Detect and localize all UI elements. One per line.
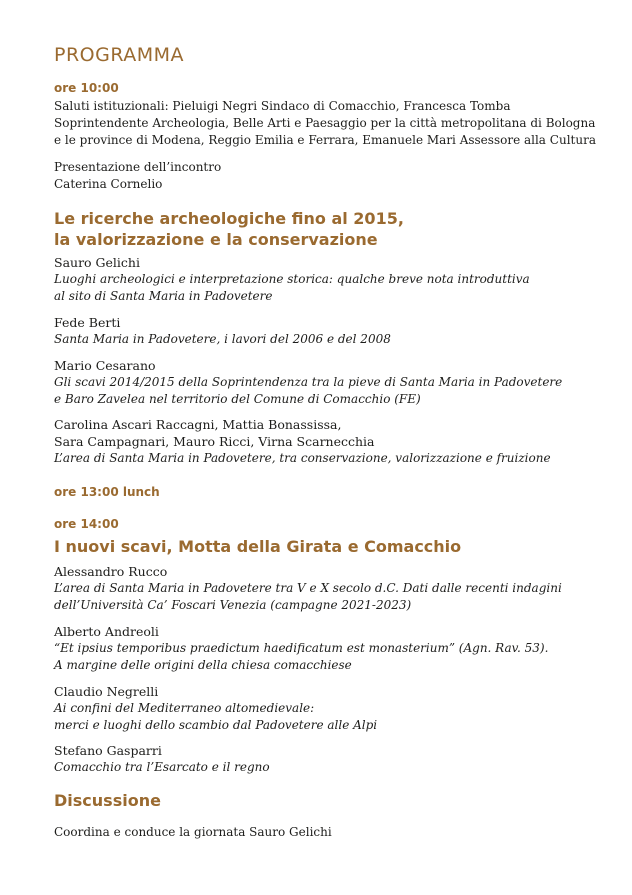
- greetings-line: Soprintendente Archeologia, Belle Arti e Paesaggio per la città metropolitana di Bologna: [54, 116, 596, 130]
- section-heading-line: Le ricerche archeologiche fino al 2015,: [54, 209, 404, 228]
- section-heading-line: la valorizzazione e la conservazione: [54, 230, 378, 249]
- talk-title: A margine delle origini della chiesa comacchiese: [54, 657, 352, 672]
- opening-time: ore 10:00: [54, 81, 119, 95]
- speaker-name: Sauro Gelichi: [54, 255, 140, 270]
- talk-title: dell’Università Ca’ Foscari Venezia (campagne 2021-2023): [54, 597, 412, 612]
- speaker-name: Stefano Gasparri: [54, 743, 162, 758]
- presentation: [54, 159, 221, 193]
- talk-title: “Et ipsius temporibus praedictum haedificatum est monasterium” (Agn. Rav. 53).: [54, 641, 549, 655]
- talk: [54, 683, 377, 733]
- greetings-line: e le province di Modena, Reggio Emilia e Ferrara, Emanuele Mari Assessore alla Cultura: [54, 133, 596, 147]
- talk: [54, 254, 530, 304]
- speaker-name: Alberto Andreoli: [54, 624, 159, 639]
- presentation-label: Presentazione dell’incontro: [54, 160, 222, 174]
- greetings-line: Saluti istituzionali: Pieluigi Negri Sindaco di Comacchio, Francesca Tomba: [54, 99, 511, 113]
- talk-title: L’area di Santa Maria in Padovetere, tra conservazione, valorizzazione e fruizione: [54, 451, 551, 465]
- talk-title: al sito di Santa Maria in Padovetere: [54, 288, 273, 303]
- talk: [54, 563, 562, 613]
- lunch-time: ore 13:00 lunch: [54, 485, 160, 499]
- talk-title: Comacchio tra l’Esarcato e il regno: [54, 760, 270, 774]
- talk-title: Gli scavi 2014/2015 della Soprintendenza tra la pieve di Santa Maria in Padovetere: [54, 375, 563, 389]
- discussion-heading: Discussione: [54, 791, 161, 810]
- talk: [54, 357, 562, 407]
- talk: [54, 314, 391, 348]
- talk: [54, 742, 270, 776]
- speaker-name: Fede Berti: [54, 315, 121, 330]
- talk-title: L’area di Santa Maria in Padovetere tra V e X secolo d.C. Dati dalle recenti indagini: [54, 581, 562, 595]
- talk-title: e Baro Zavelea nel territorio del Comune di Comacchio (FE): [54, 391, 421, 406]
- section-heading: I nuovi scavi, Motta della Girata e Comacchio: [54, 537, 462, 556]
- institutional-greetings: [54, 98, 596, 149]
- talk: [54, 416, 551, 467]
- talk-title: Ai confini del Mediterraneo altomedievale:: [54, 701, 315, 715]
- speaker-name: Claudio Negrelli: [54, 684, 159, 699]
- talk-title: Santa Maria in Padovetere, i lavori del 2006 e del 2008: [54, 332, 391, 346]
- talk-title: merci e luoghi dello scambio dal Padovetere alle Alpi: [54, 717, 378, 732]
- speaker-name: Sara Campagnari, Mauro Ricci, Virna Scarnecchia: [54, 434, 375, 449]
- speaker-name: Alessandro Rucco: [54, 564, 168, 579]
- afternoon-time: ore 14:00: [54, 517, 119, 531]
- discussion-text: Coordina e conduce la giornata Sauro Gelichi: [54, 825, 332, 839]
- speaker-name: Mario Cesarano: [54, 358, 156, 373]
- section-heading: [54, 208, 404, 250]
- presentation-speaker: Caterina Cornelio: [54, 177, 163, 191]
- talk: [54, 623, 548, 673]
- page-title: PROGRAMMA: [54, 44, 185, 66]
- talk-title: Luoghi archeologici e interpretazione storica: qualche breve nota introduttiva: [54, 272, 530, 286]
- speaker-name: Carolina Ascari Raccagni, Mattia Bonassissa,: [54, 417, 342, 432]
